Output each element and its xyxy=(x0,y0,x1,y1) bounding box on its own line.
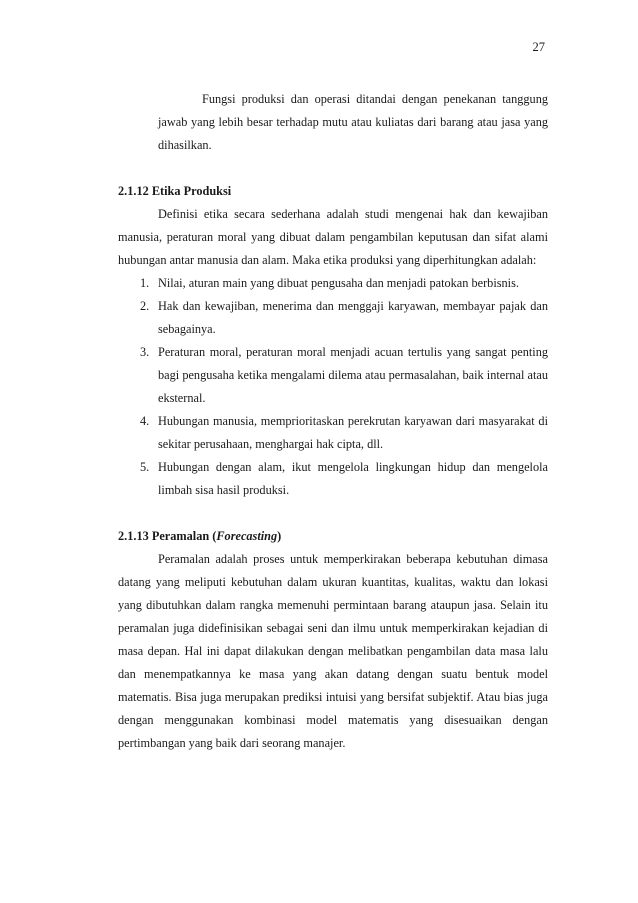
heading-suffix: ) xyxy=(277,529,282,543)
peramalan-paragraph: Peramalan adalah proses untuk memperkirakan beberapa kebutuhan dimasa datang yang meliputi kebutuhan dalam ukuran kuantitas, kualitas, waktu dan lokasi yang dibutuhkan dalam rangka memenuhi permintaan barang ataupun jasa. Selain itu peramalan juga didefinisikan sebagai seni dan ilmu untuk memperkirakan kejadian di masa depan. Hal ini dapat dilakukan dengan melibatkan pengambilan data masa lalu dan menempatkannya ke masa yang akan datang dengan suatu bentuk model matematis. Bisa juga merupakan prediksi intuisi yang bersifat subjektif. Atau bias juga dengan menggunakan kombinasi model matematis yang disesuaikan dengan pertimbangan yang baik dari seorang manajer. xyxy=(118,552,548,750)
list-item-text: Hubungan manusia, memprioritaskan perekrutan karyawan dari masyarakat di sekitar perusahaan, menghargai hak cipta, dll. xyxy=(158,414,548,451)
spacer xyxy=(118,157,548,180)
list-item-text: Peraturan moral, peraturan moral menjadi acuan tertulis yang sangat penting bagi pengusaha ketika mengalami dilema atau permasalahan, baik internal atau eksternal. xyxy=(158,345,548,405)
list-item-text: Hubungan dengan alam, ikut mengelola lingkungan hidup dan mengelola limbah sisa hasil produksi. xyxy=(158,460,548,497)
document-body xyxy=(118,88,548,755)
list-item xyxy=(118,341,548,410)
list-item xyxy=(118,456,548,502)
list-item-number: 4. xyxy=(140,414,150,428)
intro-paragraph: Fungsi produksi dan operasi ditandai dengan penekanan tanggung jawab yang lebih besar terhadap mutu atau kuliatas dari barang atau jasa yang dihasilkan. xyxy=(158,92,548,152)
page-number: 27 xyxy=(532,40,545,54)
list-item-text: Nilai, aturan main yang dibuat pengusaha dan menjadi patokan berbisnis. xyxy=(158,276,519,290)
heading-italic-term: Forecasting xyxy=(216,529,278,543)
heading-prefix: 2.1.13 Peramalan ( xyxy=(118,529,217,543)
list-item xyxy=(118,410,548,456)
section-heading-peramalan xyxy=(118,525,548,548)
list-item xyxy=(118,272,548,295)
list-item xyxy=(118,295,548,341)
list-item-number: 5. xyxy=(140,460,150,474)
list-item-number: 2. xyxy=(140,299,150,313)
list-item-number: 3. xyxy=(140,345,150,359)
list-item-text: Hak dan kewajiban, menerima dan menggaji karyawan, membayar pajak dan sebagainya. xyxy=(158,299,548,336)
etika-list xyxy=(118,272,548,502)
section-heading-etika-produksi: 2.1.12 Etika Produksi xyxy=(118,184,232,198)
list-item-number: 1. xyxy=(140,276,150,290)
etika-paragraph: Definisi etika secara sederhana adalah studi mengenai hak dan kewajiban manusia, peraturan moral yang dibuat dalam pengambilan keputusan dan sifat alami hubungan antar manusia dan alam. Maka etika produksi yang diperhitungkan adalah: xyxy=(118,207,548,267)
spacer xyxy=(118,502,548,525)
